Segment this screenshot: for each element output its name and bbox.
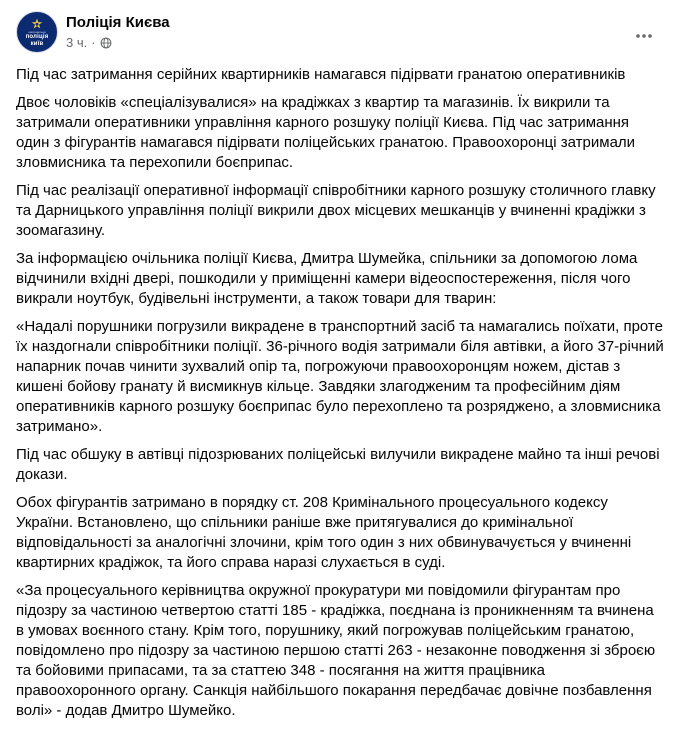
avatar[interactable] — [16, 11, 58, 53]
avatar-label: поліція — [25, 34, 49, 40]
post-paragraph: «За процесуального керівництва окружної прокуратури ми повідомили фігурантам про підозру за частиною четвертою статті 185 - крадіжка, поєднана із проникненням та вчинена в умовах воєнного стану. Крім того, порушнику, який погрожував поліцейським гранатою, повідомлено про підозру за частиною першою статті 263 - незаконне поводження зі зброєю та бойовими припасами, та за статтею 348 - посягання на життя працівника правоохоронного органу. Санкція найбільшого покарання передбачає довічне позбавлення волі» - додав Дмитро Шумейко. — [16, 582, 656, 719]
post-subline — [66, 34, 170, 51]
page-name-link[interactable]: Поліція Києва — [66, 14, 170, 31]
post-paragraph: Двоє чоловіків «спеціалізувалися» на крадіжках з квартир та магазинів. Їх викрили та затримали оперативники управління карного розшуку поліції Києва. Під час затримання один з фігурантів намагався підірвати поліцейських гранатою. Правоохоронці затримали зловмисника та перехопили боєприпас. — [16, 94, 636, 171]
avatar-sublabel: київ — [30, 41, 44, 47]
post-paragraph: За інформацією очільника поліції Києва, Дмитра Шумейка, спільники за допомогою лома відчинили вхідні двері, пошкодили у приміщенні камери відеоспостереження, після чого викрали ноутбук, будівельні інструменти, а також товари для тварин: — [16, 250, 638, 307]
post-header — [16, 11, 170, 53]
globe-icon[interactable] — [100, 37, 112, 49]
post-paragraph: Обох фігурантів затримано в порядку ст. 208 Кримінального процесуального кодексу України. Встановлено, що спільники раніше вже притягувалися до кримінальної відповідальності за аналогічні злочини, крім того один з них обвинувачується у вчиненні квартирних крадіжок, та його справа наразі слухається в суді. — [16, 494, 632, 571]
post-paragraph: Під час реалізації оперативної інформації співробітники карного розшуку столичного главку та Дарницького управління поліції викрили двох місцевих мешканців у вчиненні крадіжки з зоомагазину. — [16, 182, 656, 239]
more-horizontal-icon — [634, 26, 654, 46]
post-paragraph: «Надалі порушники погрузили викрадене в транспортний засіб та намагались поїхати, проте їх наздогнали співробітники поліції. 36-річного водія затримали біля автівки, а його 37-річний напарник почав чинити зухвалий опір та, погрожуючи правоохоронцям ножем, дістав з кишені бойову гранату й висмикнув кільце. Завдяки злагодженим та професійним діям оперативників карного розшуку боєприпас було перехоплено та розряджено, а зловмисника затримано». — [16, 318, 664, 435]
avatar-top-label: національна — [28, 30, 46, 34]
police-star-icon — [31, 18, 43, 30]
post-timestamp[interactable]: 3 ч. — [66, 35, 88, 50]
separator-dot: · — [91, 35, 96, 50]
more-options-button[interactable] — [626, 18, 662, 54]
post-meta — [66, 13, 170, 51]
post-text — [16, 65, 664, 729]
post-paragraph: Під час затримання серійних квартирників намагався підірвати гранатою оперативників — [16, 66, 626, 83]
post-paragraph: Під час обшуку в автівці підозрюваних поліцейські вилучили викрадене майно та інші речові докази. — [16, 446, 660, 483]
